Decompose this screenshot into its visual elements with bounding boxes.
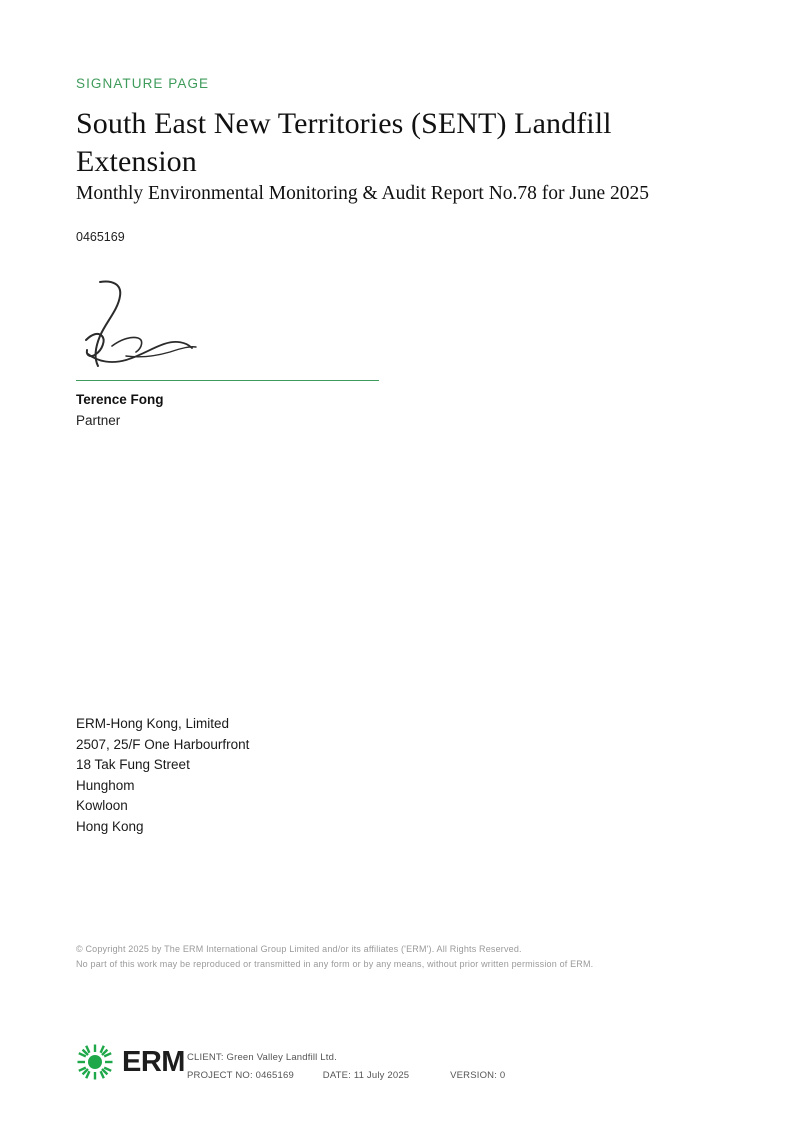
footer-client: CLIENT: Green Valley Landfill Ltd.: [187, 1052, 337, 1063]
page-eyebrow-label: SIGNATURE PAGE: [76, 76, 210, 91]
address-line-5: Kowloon: [76, 798, 128, 814]
address-line-1: ERM-Hong Kong, Limited: [76, 716, 230, 731]
signer-role: Partner: [76, 413, 121, 428]
erm-logo: [76, 1043, 185, 1081]
footer-project-no: PROJECT NO: 0465169: [187, 1070, 294, 1082]
page-subtitle: Monthly Environmental Monitoring & Audit Report No.78 for June 2025: [76, 183, 650, 204]
copyright-line-2: No part of this work may be reproduced or transmitted in any form or by any means, without prior written permission of ERM.: [76, 958, 594, 969]
erm-sunburst-icon: [76, 1043, 114, 1081]
footer-date: DATE: 11 July 2025: [322, 1070, 410, 1082]
company-address: [76, 714, 249, 837]
document-number: 0465169: [76, 230, 125, 244]
page-title: South East New Territories (SENT) Landfill Extension: [76, 107, 612, 179]
address-line-3: 18 Tak Fung Street: [76, 757, 190, 773]
copyright-line-1: © Copyright 2025 by The ERM International Group Limited and/or its affiliates ('ERM'). All Rights Reserved.: [76, 944, 522, 954]
page-footer: [76, 1043, 736, 1089]
footer-metadata: [187, 1049, 505, 1085]
copyright-notice: [76, 942, 593, 971]
footer-version: VERSION: 0: [450, 1070, 506, 1082]
address-line-2: 2507, 25/F One Harbourfront: [76, 736, 250, 752]
signer-name: Terence Fong: [76, 392, 164, 407]
address-line-4: Hunghom: [76, 777, 135, 793]
signature-block: [76, 276, 396, 428]
erm-logo-text: ERM: [122, 1045, 185, 1078]
signature-line: [76, 380, 379, 381]
address-line-6: Hong Kong: [76, 818, 144, 834]
signature-image: [76, 276, 396, 380]
